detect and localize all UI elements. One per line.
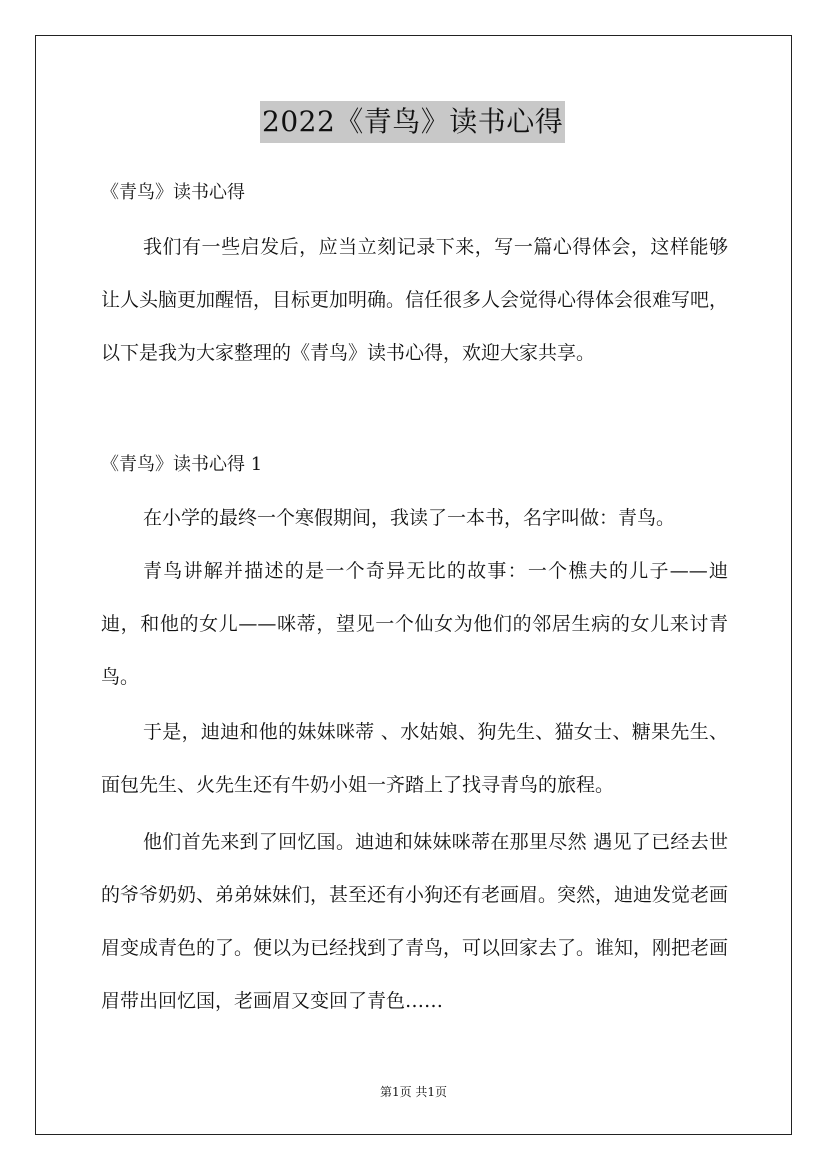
body-paragraph: 于是，迪迪和他的妹妹咪蒂 、水姑娘、狗先生、猫女士、糖果先生、面包先生、火先生还有牛奶小姐一齐踏上了找寻青鸟的旅程。 xyxy=(101,721,728,796)
page-number-footer: 第1页 共1页 xyxy=(379,1085,448,1099)
body-paragraph: 他们首先来到了回忆国。迪迪和妹妹咪蒂在那里尽然 遇见了已经去世的爷爷奶奶、弟弟妹妹们，甚至还有小狗还有老画眉。突然，迪迪发觉老画眉变成青色的了。便以为已经找到了青鸟，可以回家去了。谁知，刚把老画眉带出回忆国，老画眉又变回了青色…… xyxy=(101,831,729,1012)
body-paragraph: 在小学的最终一个寒假期间，我读了一本书，名字叫做：青鸟。 xyxy=(143,507,676,529)
intro-heading: 《青鸟》读书心得 xyxy=(101,182,245,203)
body-paragraph: 青鸟讲解并描述的是一个奇异无比的故事：一个樵夫的儿子——迪迪，和他的女儿——咪蒂，望见一个仙女为他们的邻居生病的女儿来讨青鸟。 xyxy=(101,560,728,688)
section-heading: 《青鸟》读书心得 1 xyxy=(101,454,263,475)
intro-paragraph: 我们有一些启发后，应当立刻记录下来，写一篇心得体会，这样能够让人头脑更加醒悟，目标更加明确。信任很多人会觉得心得体会很难写吧，以下是我为大家整理的《青鸟》读书心得，欢迎大家共享。 xyxy=(101,236,729,364)
document-title: 2022《青鸟》读书心得 xyxy=(260,101,565,143)
